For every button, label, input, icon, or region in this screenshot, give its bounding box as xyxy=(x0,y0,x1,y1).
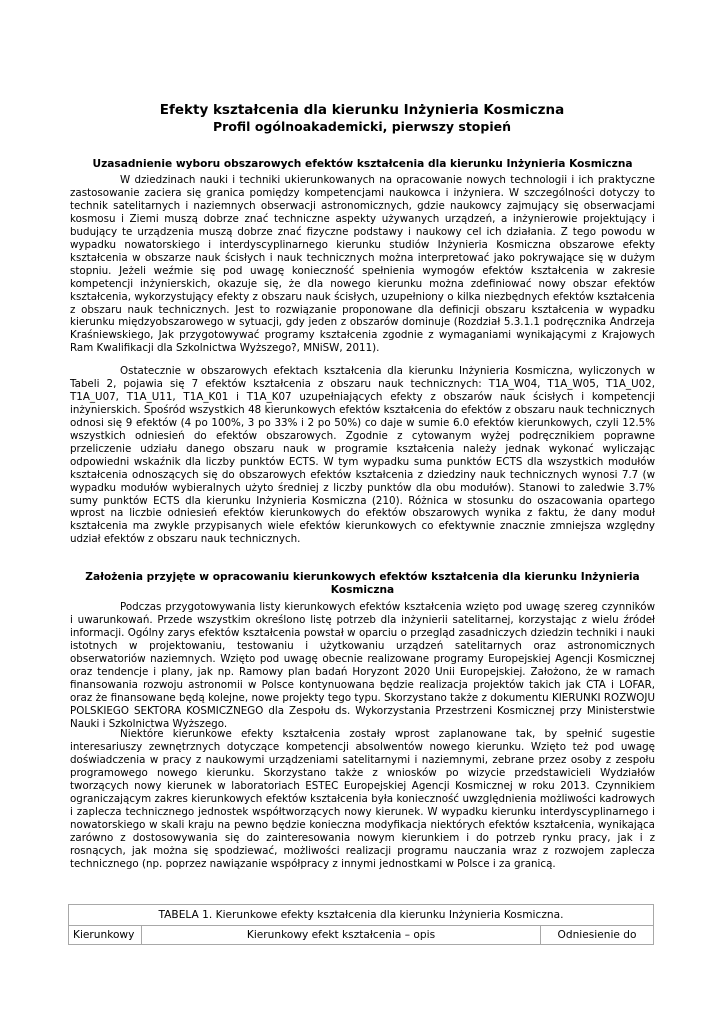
table-caption-row xyxy=(69,905,654,926)
effects-table xyxy=(68,904,654,945)
document-title: Efekty kształcenia dla kierunku Inżynieria Kosmiczna xyxy=(159,102,565,118)
section2-paragraph-1: Podczas przygotowywania listy kierunkowych efektów kształcenia wzięto pod uwagę szereg czynników i uwarunkowań. Przede wszystkim określono listę potrzeb dla inżynierii satelitarnej, korzystając z wielu źródeł informacji. Ogólny zarys efektów kształcenia powstał w oparciu o przegląd zasadniczych dziedzin techniki i nauki istotnych w projektowaniu, testowaniu i użytkowaniu urządzeń satelitarnych oraz astronomicznych obserwatoriów naziemnych. Wzięto pod uwagę obecnie realizowane programy Europejskiej Agencji Kosmicznej oraz tendencje i plany, jak np. Ramowy plan badań Horyzont 2020 Unii Europejskiej. Założono, że w ramach finansowania rozwoju astronomii w Polsce kontynuowana będzie realizacja projektów takich jak CTA i LOFAR, oraz że finansowane będą kolejne, nowe projekty tego typu. Skorzystano także z dokumentu KIERUNKI ROZWOJU POLSKIEGO SEKTORA KOSMICZNEGO dla Zespołu ds. Wykorzystania Przestrzeni Kosmicznej przy Ministerstwie Nauki i Szkolnictwa Wyższego. xyxy=(70,601,655,730)
document-subtitle: Profil ogólnoakademicki, pierwszy stopień xyxy=(213,119,511,134)
table-header-row xyxy=(69,926,654,945)
section2-paragraph-2: Niektóre kierunkowe efekty kształcenia zostały wprost zaplanowane tak, by spełnić sugestie interesariuszy zewnętrznych dotyczące kompetencji absolwentów nowego kierunku. Wzięto też pod uwagę doświadczenia w pracy z naukowymi urządzeniami satelitarnymi i naziemnymi, zebrane przez osoby z zespołu programowego nowego kierunku. Skorzystano także z wniosków po wizycie przedstawicieli Wydziałów tworzących nowy kierunek w laboratoriach ESTEC Europejskiej Agencji Kosmicznej w roku 2013. Czynnikiem ograniczającym zakres kierunkowych efektów kształcenia była konieczność uwzględnienia możliwości kadrowych i zaplecza technicznego jednostek współtworzących nowy kierunek. W wypadku kierunku interdyscyplinarnego i nowatorskiego w skali kraju na pewno będzie konieczna modyfikacja niektórych efektów kształcenia, wynikająca zarówno z dostosowywania się do zainteresowania nowym kierunkiem i do potrzeb rynku pracy, jak i z rosnących, jak można się spodziewać, możliwości realizacji programu nauczania wraz z rozwojem zaplecza technicznego (np. poprzez nawiązanie współpracy z innymi jednostkami w Polsce i za granicą. xyxy=(70,728,655,870)
table-caption: TABELA 1. Kierunkowe efekty kształcenia dla kierunku Inżynieria Kosmiczna. xyxy=(69,905,654,926)
section2-heading: Założenia przyjęte w opracowaniu kierunkowych efektów kształcenia dla kierunku Inżynieria Kosmiczna xyxy=(85,571,640,596)
section1-paragraph-2: Ostatecznie w obszarowych efektach kształcenia dla kierunku Inżynieria Kosmiczna, wyliczonych w Tabeli 2, pojawia się 7 efektów kształcenia z obszaru nauk technicznych: T1A_W04, T1A_W05, T1A_U02, T1A_U07, T1A_U11, T1A_K01 i T1A_K07 uzupełniających efekty z obszarów nauk ścisłych i kompetencji inżynierskich. Spośród wszystkich 48 kierunkowych efektów kształcenia do efektów z obszaru nauk technicznych odnosi się 9 efektów (4 po 100%, 3 po 33% i 2 po 50%) co daje w sumie 6.0 efektów kierunkowych, czyli 12.5% wszystkich odniesień do efektów obszarowych. Zgodnie z cytowanym wyżej podręcznikiem poprawne przeliczenie udziału danego obszaru nauk w programie kształcenia należy jednak wykonać wyliczając odpowiedni wskaźnik dla liczby punktów ECTS. W tym wypadku suma punktów ECTS dla wszystkich modułów kształcenia odnoszących się do obszarowych efektów kształcenia z dziedziny nauk technicznych wynosi 7.7 (w wypadku modułów wybieralnych użyto średniej z liczby punktów dla obu modułów). Stanowi to zaledwie 3.7% sumy punktów ECTS dla kierunku Inżynieria Kosmiczna (210). Różnica w stosunku do oszacowania opartego wprost na liczbie odniesień efektów kierunkowych do efektów obszarowych wynika z faktu, że dany moduł kształcenia ma zwykle przypisanych wiele efektów kierunkowych co efektywnie znacznie zmniejsza względny udział efektów z obszaru nauk technicznych. xyxy=(70,365,655,546)
table-header-odniesienie: Odniesienie do xyxy=(541,926,654,945)
table-header-opis: Kierunkowy efekt kształcenia – opis xyxy=(142,926,541,945)
table-header-kierunkowy: Kierunkowy xyxy=(69,926,142,945)
section1-heading: Uzasadnienie wyboru obszarowych efektów kształcenia dla kierunku Inżynieria Kosmiczna xyxy=(92,158,633,170)
section1-paragraph-1: W dziedzinach nauki i techniki ukierunkowanych na opracowanie nowych technologii i ich praktyczne zastosowanie zaciera się granica pomiędzy kompetencjami naukowca i inżyniera. W szczególności dotyczy to technik satelitarnych i naziemnych obserwacji astronomicznych, gdzie naukowcy zajmujący się obserwacjami kosmosu i Ziemi muszą dobrze znać techniczne aspekty używanych urządzeń, a inżynierowie projektujący i budujący te urządzenia muszą dobrze znać fizyczne podstawy i naukowy cel ich działania. Z tego powodu w wypadku nowatorskiego i interdyscyplinarnego kierunku studiów Inżynieria Kosmiczna obszarowe efekty kształcenia w obszarze nauk ścisłych i nauk technicznych można interpretować jako pokrywające się w dużym stopniu. Jeżeli weźmie się pod uwagę konieczność spełnienia wymogów efektów kształcenia w zakresie kompetencji inżynierskich, okazuje się, że dla nowego kierunku można zdefiniować nowy obszar efektów kształcenia, wykorzystujący efekty z obszaru nauk ścisłych, uzupełniony o kilka niezbędnych efektów kształcenia z obszaru nauk technicznych. Jest to rozwiązanie proponowane dla definicji obszaru kształcenia w wypadku kierunku międzyobszarowego w sytuacji, gdy jeden z obszarów dominuje (Rozdział 5.3.1.1 podręcznika Andrzeja Kraśniewskiego, Jak przygotowywać programy kształcenia zgodnie z wymaganiami wynikającymi z Krajowych Ram Kwalifikacji dla Szkolnictwa Wyższego?, MNiSW, 2011). xyxy=(70,174,655,355)
